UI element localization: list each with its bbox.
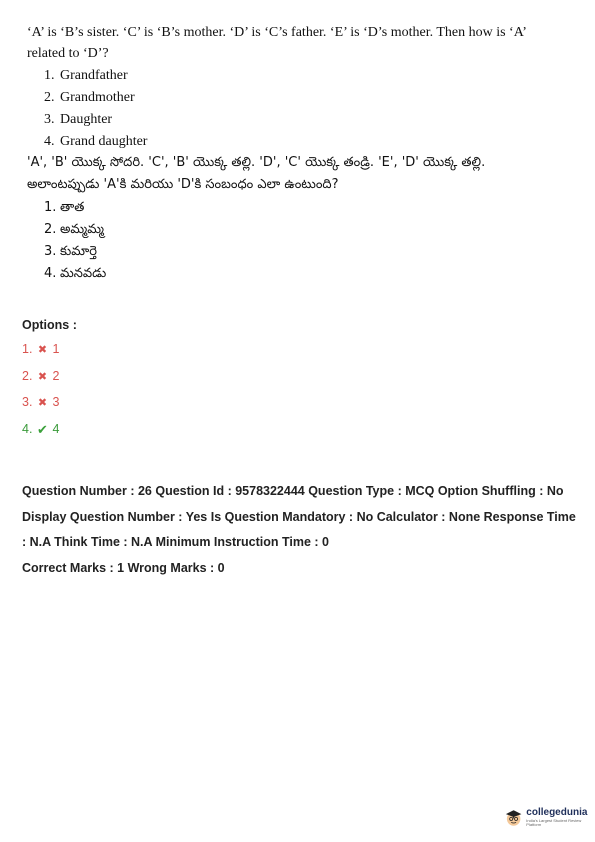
telugu-choice-1: 1. తాత [44,199,85,215]
telugu-choice-3: 3. కుమార్తె [44,243,97,259]
english-choice-list [27,64,547,152]
question-text-telugu: 'A', 'B' యొక్క సోదరి. 'C', 'B' యొక్క తల్లి. 'D', 'C' యొక్క తండ్రి. 'E', 'D' యొక్క తల్లి. అలాంటప్పుడు 'A'కి మరియు 'D'కి సంబంధం ఎలా ఉంటుంది? [27,155,486,192]
option-2: 2. ✖ 2 [22,368,60,383]
english-choice-2: 2. Grandmother [44,89,135,105]
brand-tagline: India's Largest Student Review Platform [526,817,582,827]
question-meta [22,479,582,581]
collegedunia-brand [503,806,595,828]
cross-icon: ✖ [37,344,48,356]
option-4: 4. ✔ 4 [22,421,60,437]
question-text-english: ‘A’ is ‘B’s sister. ‘C’ is ‘B’s mother. ‘D’ is ‘C’s father. ‘E’ is ‘D’s mother. Then how is ‘A’ related to ‘D’? [27,25,526,61]
cross-icon: ✖ [37,370,48,383]
options-list [22,342,59,448]
english-choice-1: 1. Grandfather [44,67,128,83]
student-mascot-logo [503,806,524,828]
telugu-choice-2: 2. అమ్మమ్మ [44,221,105,237]
cross-icon: ✖ [37,397,48,409]
options-heading: Options : [22,318,77,332]
telugu-choice-list [27,196,547,284]
telugu-choice-4: 4. మనవడు [44,265,107,281]
check-icon: ✔ [36,421,48,437]
english-choice-3: 3. Daughter [44,111,113,127]
question-block [27,22,547,284]
brand-name: collegedunia [526,806,588,818]
question-details: Question Number : 26 Question Id : 9578322444 Question Type : MCQ Option Shuffling : No Display Question Number : Yes Is Question Mandatory : No Calculator : None Response Time : N.A Think Time : N.A Minimum Instruction Time : 0 [22,484,576,549]
option-1: 1. ✖ 1 [22,342,60,356]
marks-line: Correct Marks : 1 Wrong Marks : 0 [22,560,225,575]
option-3: 3. ✖ 3 [22,395,60,409]
english-choice-4: 4. Grand daughter [44,133,148,149]
